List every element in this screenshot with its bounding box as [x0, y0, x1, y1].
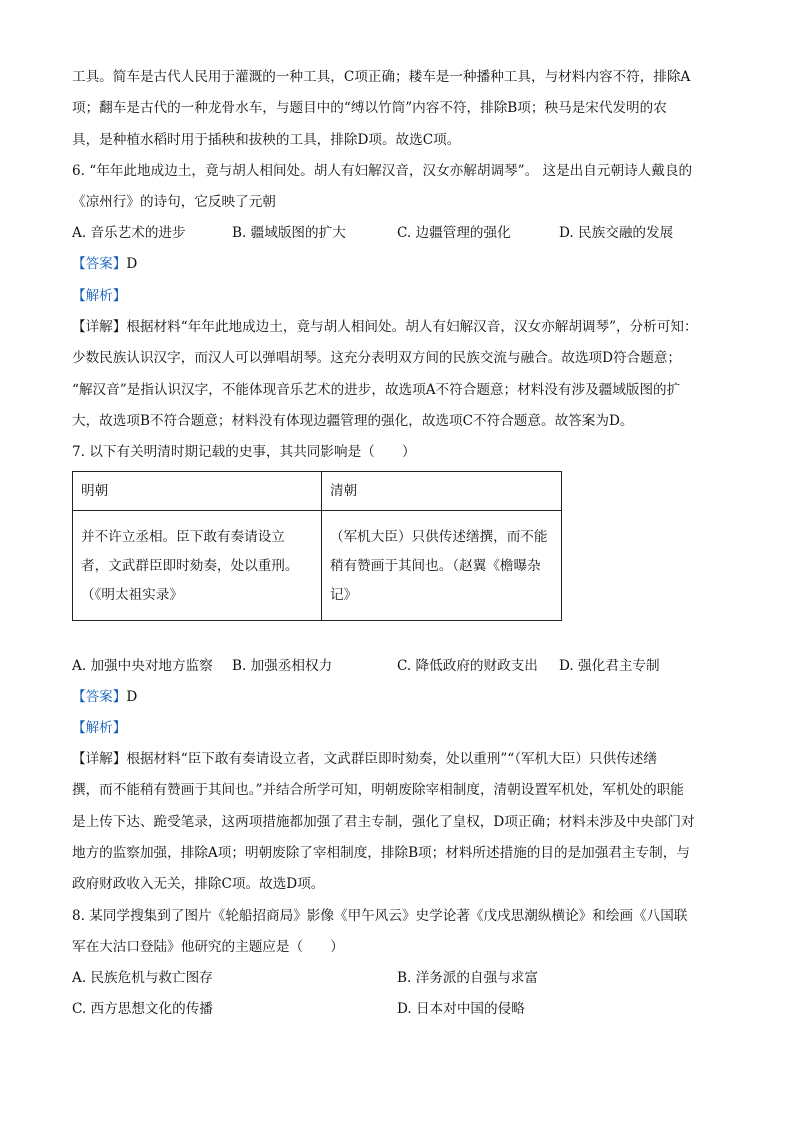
q6-option-d: D. 民族交融的发展 — [559, 225, 674, 242]
table-header-ming: 明朝 — [73, 471, 322, 510]
answer-value: D — [126, 256, 138, 273]
q7-source-table — [72, 471, 562, 621]
q6-option-c: C. 边疆管理的强化 — [397, 225, 511, 242]
cell-line: 者，文武群臣即时劾奏，处以重刑。 — [81, 557, 299, 574]
q7-options — [72, 651, 722, 682]
q5-text-line: 具，是种植水稻时用于插秧和拔秧的工具，排除D项。故选C项。 — [72, 131, 461, 148]
q8-option-d: D. 日本对中国的侵略 — [397, 1001, 525, 1018]
q7-detail-line: 地方的监察加强，排除A项；明朝废除了宰相制度，排除B项；材料所述措施的目的是加强君主专制，与 — [72, 845, 690, 862]
q7-option-a: A. 加强中央对地方监察 — [72, 657, 213, 674]
q7-detail-line: 政府财政收入无关，排除C项。故选D项。 — [72, 876, 325, 893]
q7-analysis — [72, 713, 722, 744]
q7-detail-line — [72, 744, 722, 775]
q7-option-c: C. 降低政府的财政支出 — [397, 657, 538, 674]
q7-detail-line: 撰，而不能稍有赞画于其间也。”并结合所学可知，明朝废除宰相制度，清朝设置军机处，军机处的职能 — [72, 782, 684, 799]
table-cell-ming — [73, 510, 322, 620]
analysis-label: 【解析】 — [72, 719, 127, 736]
q8-stem-line: 8. 某同学搜集到了图片《轮船招商局》影像《甲午风云》史学论著《戊戌思潮纵横论》和绘画《八国联 — [72, 907, 688, 924]
q6-detail-line: “解汉音”是指认识汉字，不能体现音乐艺术的进步，故选项A不符合题意；材料没有涉及疆域版图的扩 — [72, 381, 681, 398]
q7-answer — [72, 682, 722, 713]
q8-stem-line: 军在大沽口登陆》他研究的主题应是（ ） — [72, 938, 344, 955]
q6-stem-line: 6. “年年此地成边土，竟与胡人相间处。胡人有妇解汉音，汉女亦解胡调琴”。 这是出自元朝诗人戴良的 — [72, 162, 693, 179]
q6-option-b: B. 疆域版图的扩大 — [232, 225, 346, 242]
table-cell-qing — [322, 510, 562, 620]
q8-options-row — [72, 963, 722, 994]
analysis-label: 【解析】 — [72, 287, 127, 304]
q7-detail-line: 是上传下达、跪受笔录，这两项措施都加强了君主专制，强化了皇权，D项正确；材料未涉及中央部门对 — [72, 813, 695, 830]
q6-detail-line: 大，故选项B不符合题意；材料没有体现边疆管理的强化，故选项C不符合题意。故答案为D。 — [72, 412, 634, 429]
q5-text-line: 项；翻车是古代的一种龙骨水车，与题目中的“缚以竹筒”内容不符，排除B项；秧马是宋代发明的农 — [72, 100, 667, 117]
table-header-qing: 清朝 — [322, 471, 562, 510]
cell-line: 稍有赞画于其间也。（赵翼《檐曝杂 — [330, 557, 541, 574]
cell-line: 记》 — [330, 586, 358, 603]
q6-stem-line: 《凉州行》的诗句，它反映了元朝 — [72, 194, 276, 211]
answer-label: 【答案】 — [72, 688, 127, 705]
q8-options-row — [72, 994, 722, 1025]
detail-label: 【详解】 — [72, 319, 127, 336]
cell-line: 并不许立丞相。臣下敢有奏请设立 — [81, 528, 285, 545]
q8-option-c: C. 西方思想文化的传播 — [72, 1001, 213, 1018]
q6-option-a: A. 音乐艺术的进步 — [72, 225, 186, 242]
q6-analysis — [72, 281, 722, 312]
document-page — [72, 62, 722, 1025]
q7-option-b: B. 加强丞相权力 — [232, 657, 333, 674]
cell-line: （军机大臣）只供传述缮撰，而不能 — [330, 528, 548, 545]
q6-detail-line — [72, 312, 722, 343]
q8-option-b: B. 洋务派的自强与求富 — [397, 970, 538, 987]
q6-detail-line: 少数民族认识汉字，而汉人可以弹唱胡琴。这充分表明双方间的民族交流与融合。故选项D符合题意； — [72, 350, 682, 367]
detail-text: 根据材料“臣下敢有奏请设立者，文武群臣即时劾奏，处以重刑”“（军机大臣）只供传述缮 — [126, 751, 657, 768]
answer-label: 【答案】 — [72, 256, 127, 273]
cell-line: （《明太祖实录》 — [81, 586, 183, 603]
q6-options — [72, 218, 722, 249]
q7-stem: 7. 以下有关明清时期记载的史事，其共同影响是（ ） — [72, 444, 416, 461]
q8-option-a: A. 民族危机与救亡图存 — [72, 970, 213, 987]
answer-value: D — [126, 688, 138, 705]
detail-text: 根据材料“年年此地成边土，竟与胡人相间处。胡人有妇解汉音，汉女亦解胡调琴”，分析可知： — [126, 319, 698, 336]
q7-option-d: D. 强化君主专制 — [559, 657, 660, 674]
detail-label: 【详解】 — [72, 751, 127, 768]
q6-answer — [72, 249, 722, 280]
q5-text-line: 工具。简车是古代人民用于灌溉的一种工具，C项正确；耧车是一种播种工具，与材料内容不符，排除A — [72, 69, 691, 85]
